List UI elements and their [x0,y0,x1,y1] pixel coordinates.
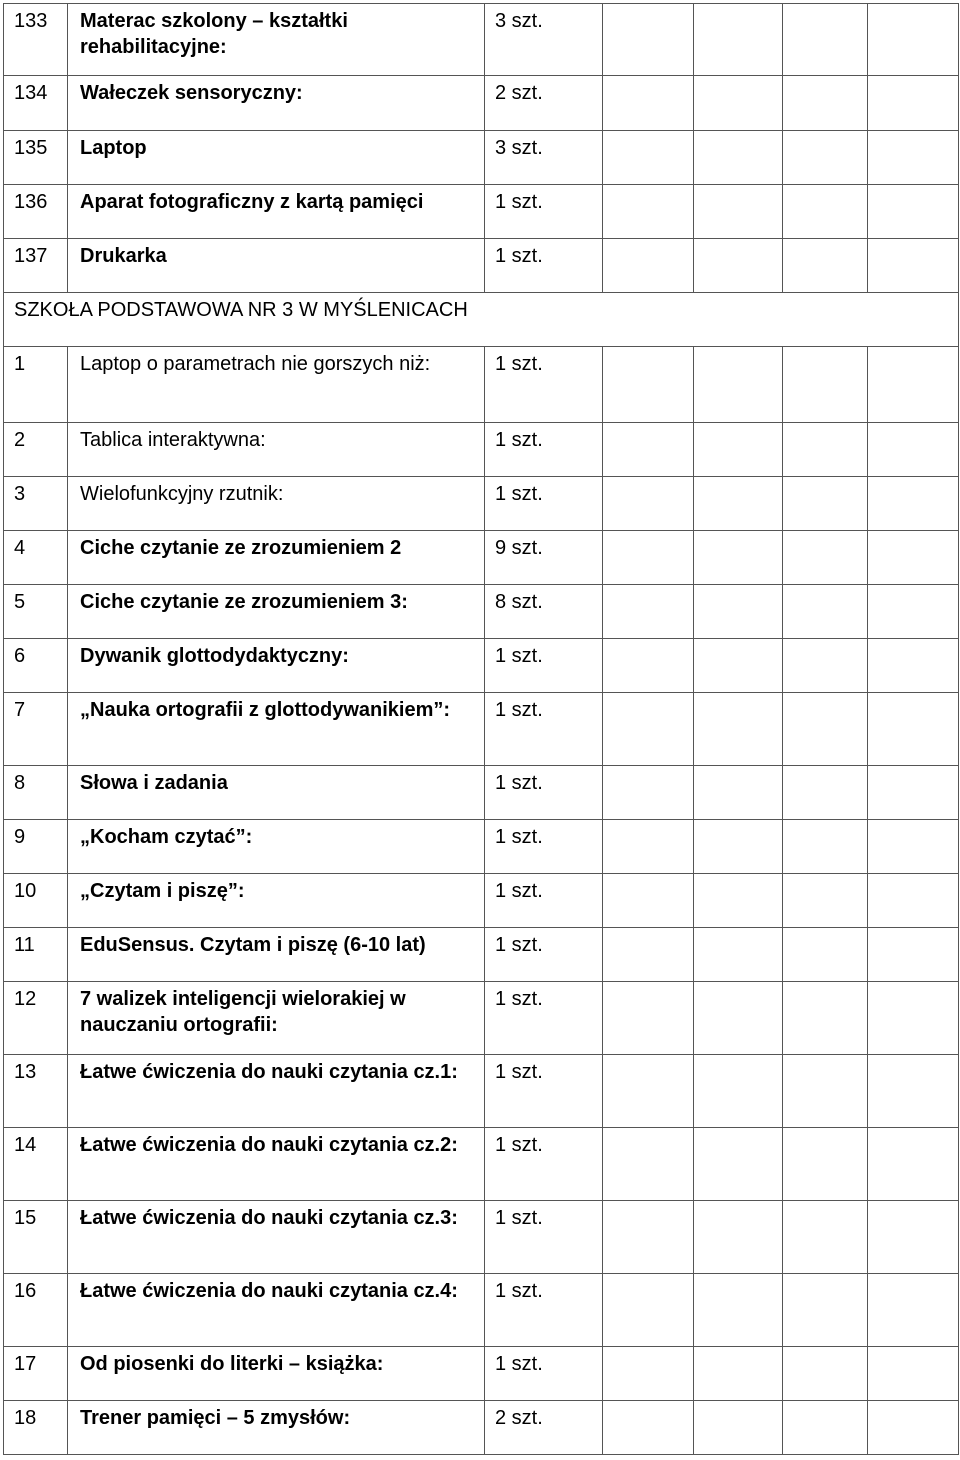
empty-cell [868,1347,959,1401]
empty-cell [868,874,959,928]
empty-cell [783,423,868,477]
empty-cell [694,766,783,820]
table-row [4,347,959,423]
item-quantity: 1 szt. [485,1347,603,1401]
empty-cell [694,585,783,639]
empty-cell [694,4,783,76]
empty-cell [694,1055,783,1128]
row-number: 136 [4,185,68,239]
empty-cell [603,185,694,239]
item-quantity: 1 szt. [485,693,603,766]
row-number: 17 [4,1347,68,1401]
empty-cell [694,531,783,585]
empty-cell [868,928,959,982]
empty-cell [694,131,783,185]
row-number: 1 [4,347,68,423]
table-row [4,4,959,76]
empty-cell [868,1128,959,1201]
table-row [4,239,959,293]
empty-cell [603,347,694,423]
item-name: Tablica interaktywna: [68,423,485,477]
table-row [4,423,959,477]
empty-cell [603,531,694,585]
item-quantity: 1 szt. [485,982,603,1055]
empty-cell [603,131,694,185]
table-row [4,1347,959,1401]
item-quantity: 3 szt. [485,4,603,76]
item-quantity: 1 szt. [485,1274,603,1347]
empty-cell [603,585,694,639]
empty-cell [603,928,694,982]
empty-cell [694,423,783,477]
empty-cell [868,639,959,693]
row-number: 134 [4,76,68,131]
empty-cell [783,820,868,874]
empty-cell [603,1401,694,1455]
empty-cell [783,928,868,982]
empty-cell [694,874,783,928]
empty-cell [783,347,868,423]
table-row [4,639,959,693]
empty-cell [694,693,783,766]
row-number: 133 [4,4,68,76]
empty-cell [783,1274,868,1347]
item-quantity: 1 szt. [485,1128,603,1201]
empty-cell [603,766,694,820]
empty-cell [783,76,868,131]
table-row [4,477,959,531]
empty-cell [603,4,694,76]
table-row [4,131,959,185]
empty-cell [868,1055,959,1128]
item-name: „Nauka ortografii z glottodywanikiem”: [68,693,485,766]
empty-cell [694,639,783,693]
item-name: Od piosenki do literki – książka: [68,1347,485,1401]
table-row [4,531,959,585]
item-name: „Czytam i piszę”: [68,874,485,928]
table-row [4,820,959,874]
empty-cell [603,76,694,131]
item-name: EduSensus. Czytam i piszę (6-10 lat) [68,928,485,982]
empty-cell [603,1201,694,1274]
empty-cell [783,982,868,1055]
row-number: 5 [4,585,68,639]
table-row [4,874,959,928]
item-quantity: 1 szt. [485,820,603,874]
empty-cell [694,982,783,1055]
empty-cell [603,1128,694,1201]
item-quantity: 1 szt. [485,639,603,693]
empty-cell [603,423,694,477]
empty-cell [603,1274,694,1347]
empty-cell [783,1128,868,1201]
item-name: Łatwe ćwiczenia do nauki czytania cz.2: [68,1128,485,1201]
item-name: Słowa i zadania [68,766,485,820]
empty-cell [868,76,959,131]
empty-cell [783,477,868,531]
row-number: 13 [4,1055,68,1128]
empty-cell [694,477,783,531]
empty-cell [603,874,694,928]
empty-cell [783,766,868,820]
row-number: 10 [4,874,68,928]
empty-cell [783,531,868,585]
empty-cell [694,928,783,982]
section-row [4,293,959,347]
empty-cell [694,76,783,131]
empty-cell [868,347,959,423]
item-name: Dywanik glottodydaktyczny: [68,639,485,693]
row-number: 11 [4,928,68,982]
empty-cell [868,1401,959,1455]
item-name: Łatwe ćwiczenia do nauki czytania cz.3: [68,1201,485,1274]
empty-cell [603,820,694,874]
empty-cell [783,693,868,766]
item-name: Wielofunkcyjny rzutnik: [68,477,485,531]
empty-cell [868,423,959,477]
table-row [4,76,959,131]
inventory-table-body [4,4,959,1455]
table-row [4,585,959,639]
empty-cell [868,131,959,185]
empty-cell [783,1401,868,1455]
empty-cell [603,639,694,693]
row-number: 7 [4,693,68,766]
table-row [4,928,959,982]
empty-cell [694,185,783,239]
empty-cell [868,820,959,874]
table-row [4,1128,959,1201]
row-number: 15 [4,1201,68,1274]
item-quantity: 2 szt. [485,76,603,131]
empty-cell [783,874,868,928]
row-number: 18 [4,1401,68,1455]
row-number: 6 [4,639,68,693]
empty-cell [603,477,694,531]
item-quantity: 1 szt. [485,928,603,982]
row-number: 3 [4,477,68,531]
item-quantity: 1 szt. [485,423,603,477]
empty-cell [868,531,959,585]
empty-cell [694,1128,783,1201]
empty-cell [783,185,868,239]
table-row [4,1201,959,1274]
item-quantity: 1 szt. [485,185,603,239]
empty-cell [694,1274,783,1347]
item-name: Laptop [68,131,485,185]
item-name: Łatwe ćwiczenia do nauki czytania cz.4: [68,1274,485,1347]
table-row [4,185,959,239]
empty-cell [868,185,959,239]
empty-cell [868,585,959,639]
empty-cell [694,820,783,874]
item-name: Drukarka [68,239,485,293]
empty-cell [783,639,868,693]
item-quantity: 9 szt. [485,531,603,585]
row-number: 2 [4,423,68,477]
row-number: 16 [4,1274,68,1347]
section-title: SZKOŁA PODSTAWOWA NR 3 W MYŚLENICACH [4,293,959,347]
empty-cell [603,693,694,766]
item-name: Aparat fotograficzny z kartą pamięci [68,185,485,239]
empty-cell [603,1347,694,1401]
item-quantity: 1 szt. [485,1201,603,1274]
item-quantity: 2 szt. [485,1401,603,1455]
empty-cell [783,585,868,639]
empty-cell [603,239,694,293]
item-quantity: 1 szt. [485,477,603,531]
empty-cell [603,982,694,1055]
item-quantity: 1 szt. [485,766,603,820]
empty-cell [868,693,959,766]
empty-cell [868,477,959,531]
empty-cell [868,982,959,1055]
empty-cell [603,1055,694,1128]
row-number: 137 [4,239,68,293]
item-name: Trener pamięci – 5 zmysłów: [68,1401,485,1455]
item-quantity: 1 szt. [485,874,603,928]
item-name: 7 walizek inteligencji wielorakiej w nauczaniu ortografii: [68,982,485,1055]
table-row [4,982,959,1055]
table-row [4,766,959,820]
item-quantity: 1 szt. [485,347,603,423]
item-name: Wałeczek sensoryczny: [68,76,485,131]
empty-cell [868,1201,959,1274]
item-name: Laptop o parametrach nie gorszych niż: [68,347,485,423]
table-row [4,1055,959,1128]
empty-cell [783,4,868,76]
empty-cell [868,766,959,820]
empty-cell [783,239,868,293]
empty-cell [694,1401,783,1455]
row-number: 4 [4,531,68,585]
table-row [4,1401,959,1455]
item-name: Ciche czytanie ze zrozumieniem 3: [68,585,485,639]
row-number: 9 [4,820,68,874]
table-row [4,693,959,766]
empty-cell [694,1347,783,1401]
item-name: Ciche czytanie ze zrozumieniem 2 [68,531,485,585]
empty-cell [783,131,868,185]
item-name: „Kocham czytać”: [68,820,485,874]
row-number: 12 [4,982,68,1055]
item-quantity: 1 szt. [485,239,603,293]
empty-cell [783,1201,868,1274]
empty-cell [868,4,959,76]
empty-cell [868,239,959,293]
empty-cell [694,239,783,293]
item-quantity: 8 szt. [485,585,603,639]
inventory-table [3,3,959,1455]
empty-cell [783,1347,868,1401]
item-name: Łatwe ćwiczenia do nauki czytania cz.1: [68,1055,485,1128]
item-name: Materac szkolony – kształtki rehabilitacyjne: [68,4,485,76]
empty-cell [694,1201,783,1274]
row-number: 14 [4,1128,68,1201]
empty-cell [694,347,783,423]
row-number: 8 [4,766,68,820]
item-quantity: 1 szt. [485,1055,603,1128]
table-row [4,1274,959,1347]
item-quantity: 3 szt. [485,131,603,185]
empty-cell [868,1274,959,1347]
row-number: 135 [4,131,68,185]
empty-cell [783,1055,868,1128]
